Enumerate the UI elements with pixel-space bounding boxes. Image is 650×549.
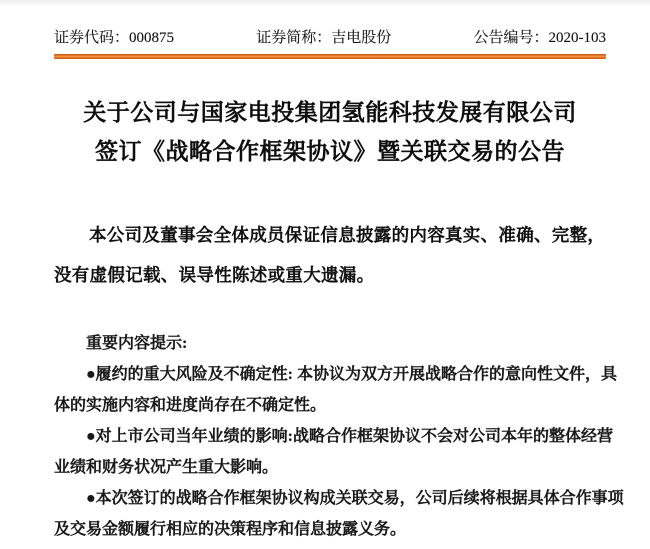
bullet-3-line-2: 及交易金额履行相应的决策程序和信息披露义务。 bbox=[54, 521, 407, 538]
bullet-1-line-2: 体的实施内容和进度尚存在不确定性。 bbox=[54, 397, 327, 414]
document-title bbox=[54, 93, 606, 171]
bullet-2-line-1: ●对上市公司当年业绩的影响:战略合作框架协议不会对公司本年的整体经营 bbox=[86, 428, 613, 445]
note-bullet-1 bbox=[54, 359, 617, 421]
statement-line-2: 没有虚假记载、误导性陈述或重大遗漏。 bbox=[54, 265, 375, 285]
bullet-3-line-1: ●本次签订的战略合作框架协议构成关联交易，公司后续将根据具体合作事项 bbox=[86, 490, 624, 507]
note-bullet-3 bbox=[54, 483, 624, 545]
bullet-2-line-2: 业绩和财务状况产生重大影响。 bbox=[54, 459, 279, 476]
notes-heading: 重要内容提示: bbox=[86, 335, 188, 352]
important-notes bbox=[54, 328, 624, 545]
note-bullet-2 bbox=[54, 421, 613, 483]
statement-line-1: 本公司及董事会全体成员保证信息披露的内容真实、准确、完整， bbox=[89, 225, 606, 245]
header-divider bbox=[54, 54, 606, 59]
bullet-1-line-1: ●履约的重大风险及不确定性: 本协议为双方开展战略合作的意向性文件，具 bbox=[86, 366, 617, 383]
stock-name: 证券简称：吉电股份 bbox=[256, 30, 392, 46]
document-header bbox=[54, 0, 606, 47]
title-line-1: 关于公司与国家电投集团氢能科技发展有限公司 bbox=[83, 100, 577, 125]
title-line-2: 签订《战略合作框架协议》暨关联交易的公告 bbox=[95, 139, 565, 164]
stock-code: 证券代码：000875 bbox=[54, 30, 175, 46]
board-statement bbox=[54, 215, 606, 295]
announcement-number: 公告编号：2020-103 bbox=[473, 30, 606, 46]
